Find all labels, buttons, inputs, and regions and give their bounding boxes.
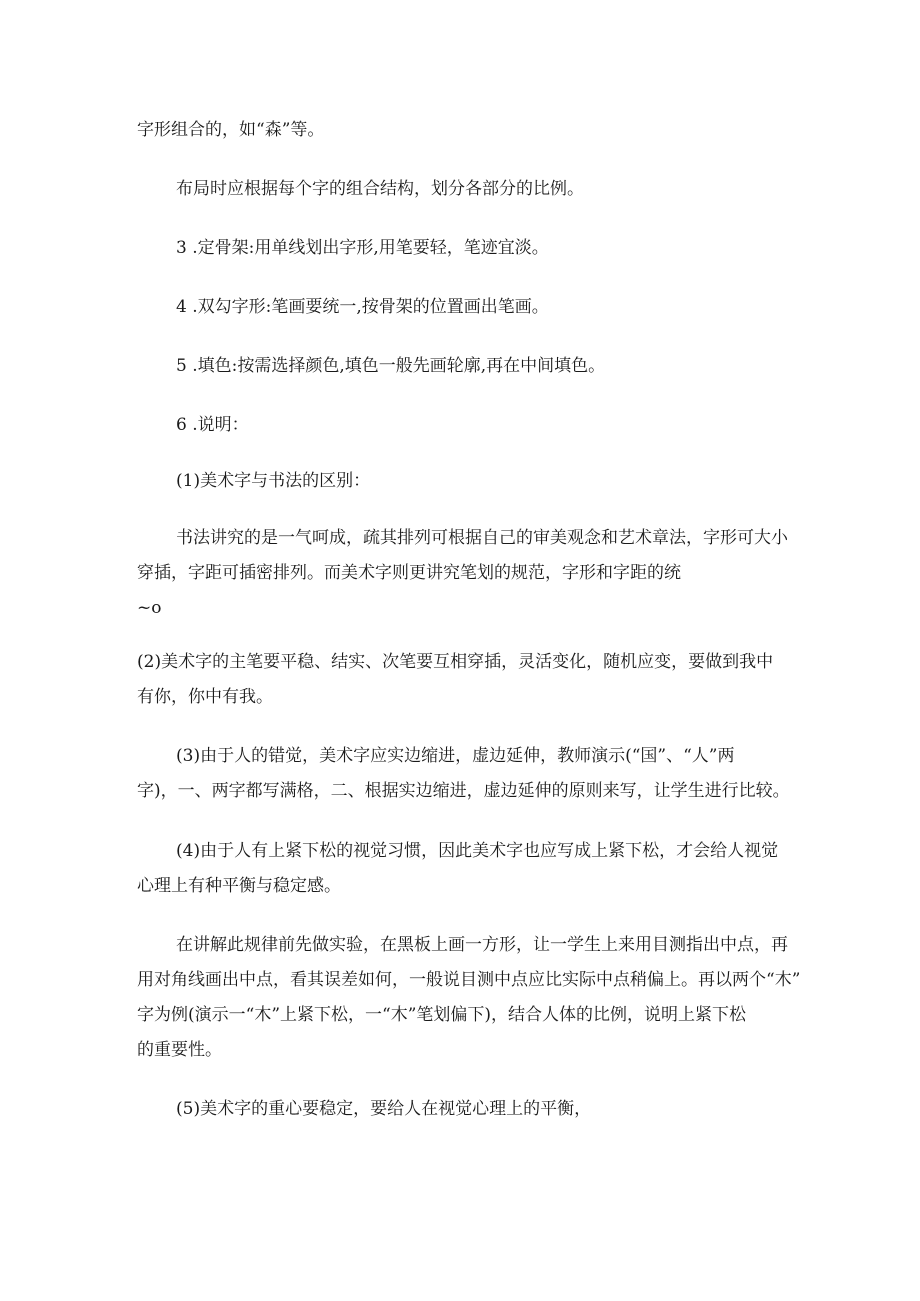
text-line: 有你，你中有我。	[137, 687, 273, 707]
text-line: 字形组合的，如“森”等。	[137, 120, 325, 140]
text-line: 布局时应根据每个字的组合结构，划分各部分的比例。	[176, 179, 584, 199]
text-line: 4 .双勾字形:笔画要统一,按骨架的位置画出笔画。	[176, 297, 549, 317]
text-line: 3 .定骨架:用单线划出字形,用笔要轻，笔迹宜淡。	[176, 238, 549, 258]
text-line: 的重要性。	[137, 1040, 222, 1060]
text-line: 字)，一、两字都写满格，二、根据实边缩进，虚边延伸的原则来写，让学生进行比较。	[137, 781, 790, 801]
text-line: (4)由于人有上紧下松的视觉习惯，因此美术字也应写成上紧下松，才会给人视觉	[176, 841, 779, 861]
text-line: 5 .填色:按需选择颜色,填色一般先画轮廓,再在中间填色。	[176, 356, 606, 376]
text-line: 书法讲究的是一气呵成，疏其排列可根据自己的审美观念和艺术章法，字形可大小	[176, 528, 788, 548]
text-line: 穿插，字距可插密排列。而美术字则更讲究笔划的规范，字形和字距的统	[137, 563, 681, 583]
text-line: 心理上有种平衡与稳定感。	[137, 876, 341, 896]
text-line: (5)美术字的重心要稳定，要给人在视觉心理上的平衡，	[176, 1099, 592, 1119]
text-line: 在讲解此规律前先做实验，在黑板上画一方形，让一学生上来用目测指出中点，再	[176, 935, 788, 955]
text-line: 6 .说明：	[176, 415, 249, 435]
text-line: (3)由于人的错觉，美术字应实边缩进，虚边延伸，教师演示(“国”、“人”两	[176, 746, 735, 766]
text-line: (1)美术字与书法的区别：	[176, 471, 371, 491]
text-line: (2)美术字的主笔要平稳、结实、次笔要互相穿插，灵活变化，随机应变，要做到我中	[137, 652, 774, 672]
text-line: ~o	[137, 598, 162, 618]
text-line: 字为例(演示一“木”上紧下松，一“木”笔划偏下)，结合人体的比例，说明上紧下松	[137, 1005, 747, 1025]
text-line: 用对角线画出中点，看其误差如何，一般说目测中点应比实际中点稍偏上。再以两个“木”	[137, 970, 801, 990]
